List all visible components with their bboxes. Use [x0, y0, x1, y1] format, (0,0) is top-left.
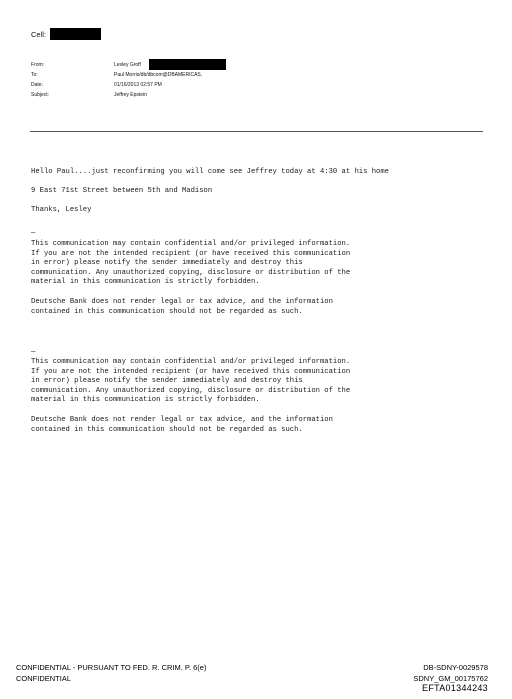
header-divider	[30, 131, 483, 132]
disclaimer-marker-2: —	[31, 348, 36, 356]
disclaimer-text-1: This communication may contain confidential and/or privileged information. If you are not the intended recipient (or have received this communication in error) please notify the sender immediately and destroy this communication. Any unauthorized copying, disclosure or distribution of the material in this communication is strictly forbidden.	[31, 240, 351, 286]
body-signoff: Thanks, Lesley	[31, 206, 92, 214]
disclaimer-text-2: This communication may contain confidential and/or privileged information. If you are not the intended recipient (or have received this communication in error) please notify the sender immediately and destroy this communication. Any unauthorized copying, disclosure or distribution of the material in this communication is strictly forbidden.	[31, 358, 351, 404]
body-address: 9 East 71st Street between 5th and Madison	[31, 187, 213, 195]
subject-row	[31, 92, 147, 98]
subject-value: Jeffrey Epstein	[114, 92, 147, 98]
disclaimer-marker-1: —	[31, 229, 36, 237]
to-value: Paul Morris/db/dbcom@DBAMERICAS,	[114, 72, 203, 78]
disclaimer-note-2: Deutsche Bank does not render legal or tax advice, and the information contained in this communication should not be regarded as such.	[31, 416, 333, 434]
footer-confidential-line2: CONFIDENTIAL	[16, 674, 72, 683]
cell-label: Cell:	[31, 30, 47, 39]
subject-label: Subject:	[31, 92, 50, 98]
cell-redaction	[50, 28, 101, 40]
bates-number-1: DB-SDNY-0029578	[423, 663, 488, 672]
disclaimer-note-1: Deutsche Bank does not render legal or tax advice, and the information contained in this communication should not be regarded as such.	[31, 298, 333, 316]
body-greeting: Hello Paul....just reconfirming you will come see Jeffrey today at 4:30 at his home	[31, 168, 389, 176]
bates-number-2: SDNY_GM_00175762	[413, 674, 488, 683]
bates-number-3: EFTA01344243	[422, 683, 488, 693]
date-label: Date:	[31, 82, 43, 88]
date-value: 01/16/2013 02:57 PM	[114, 82, 162, 88]
from-row	[31, 62, 141, 68]
from-redaction	[149, 59, 226, 70]
to-row	[31, 72, 202, 78]
from-value: Lesley Groff	[114, 62, 141, 68]
to-label: To:	[31, 72, 38, 78]
footer-confidential-line1: CONFIDENTIAL - PURSUANT TO FED. R. CRIM. P. 6(e)	[16, 663, 207, 672]
date-row	[31, 82, 162, 88]
from-label: From:	[31, 62, 45, 68]
